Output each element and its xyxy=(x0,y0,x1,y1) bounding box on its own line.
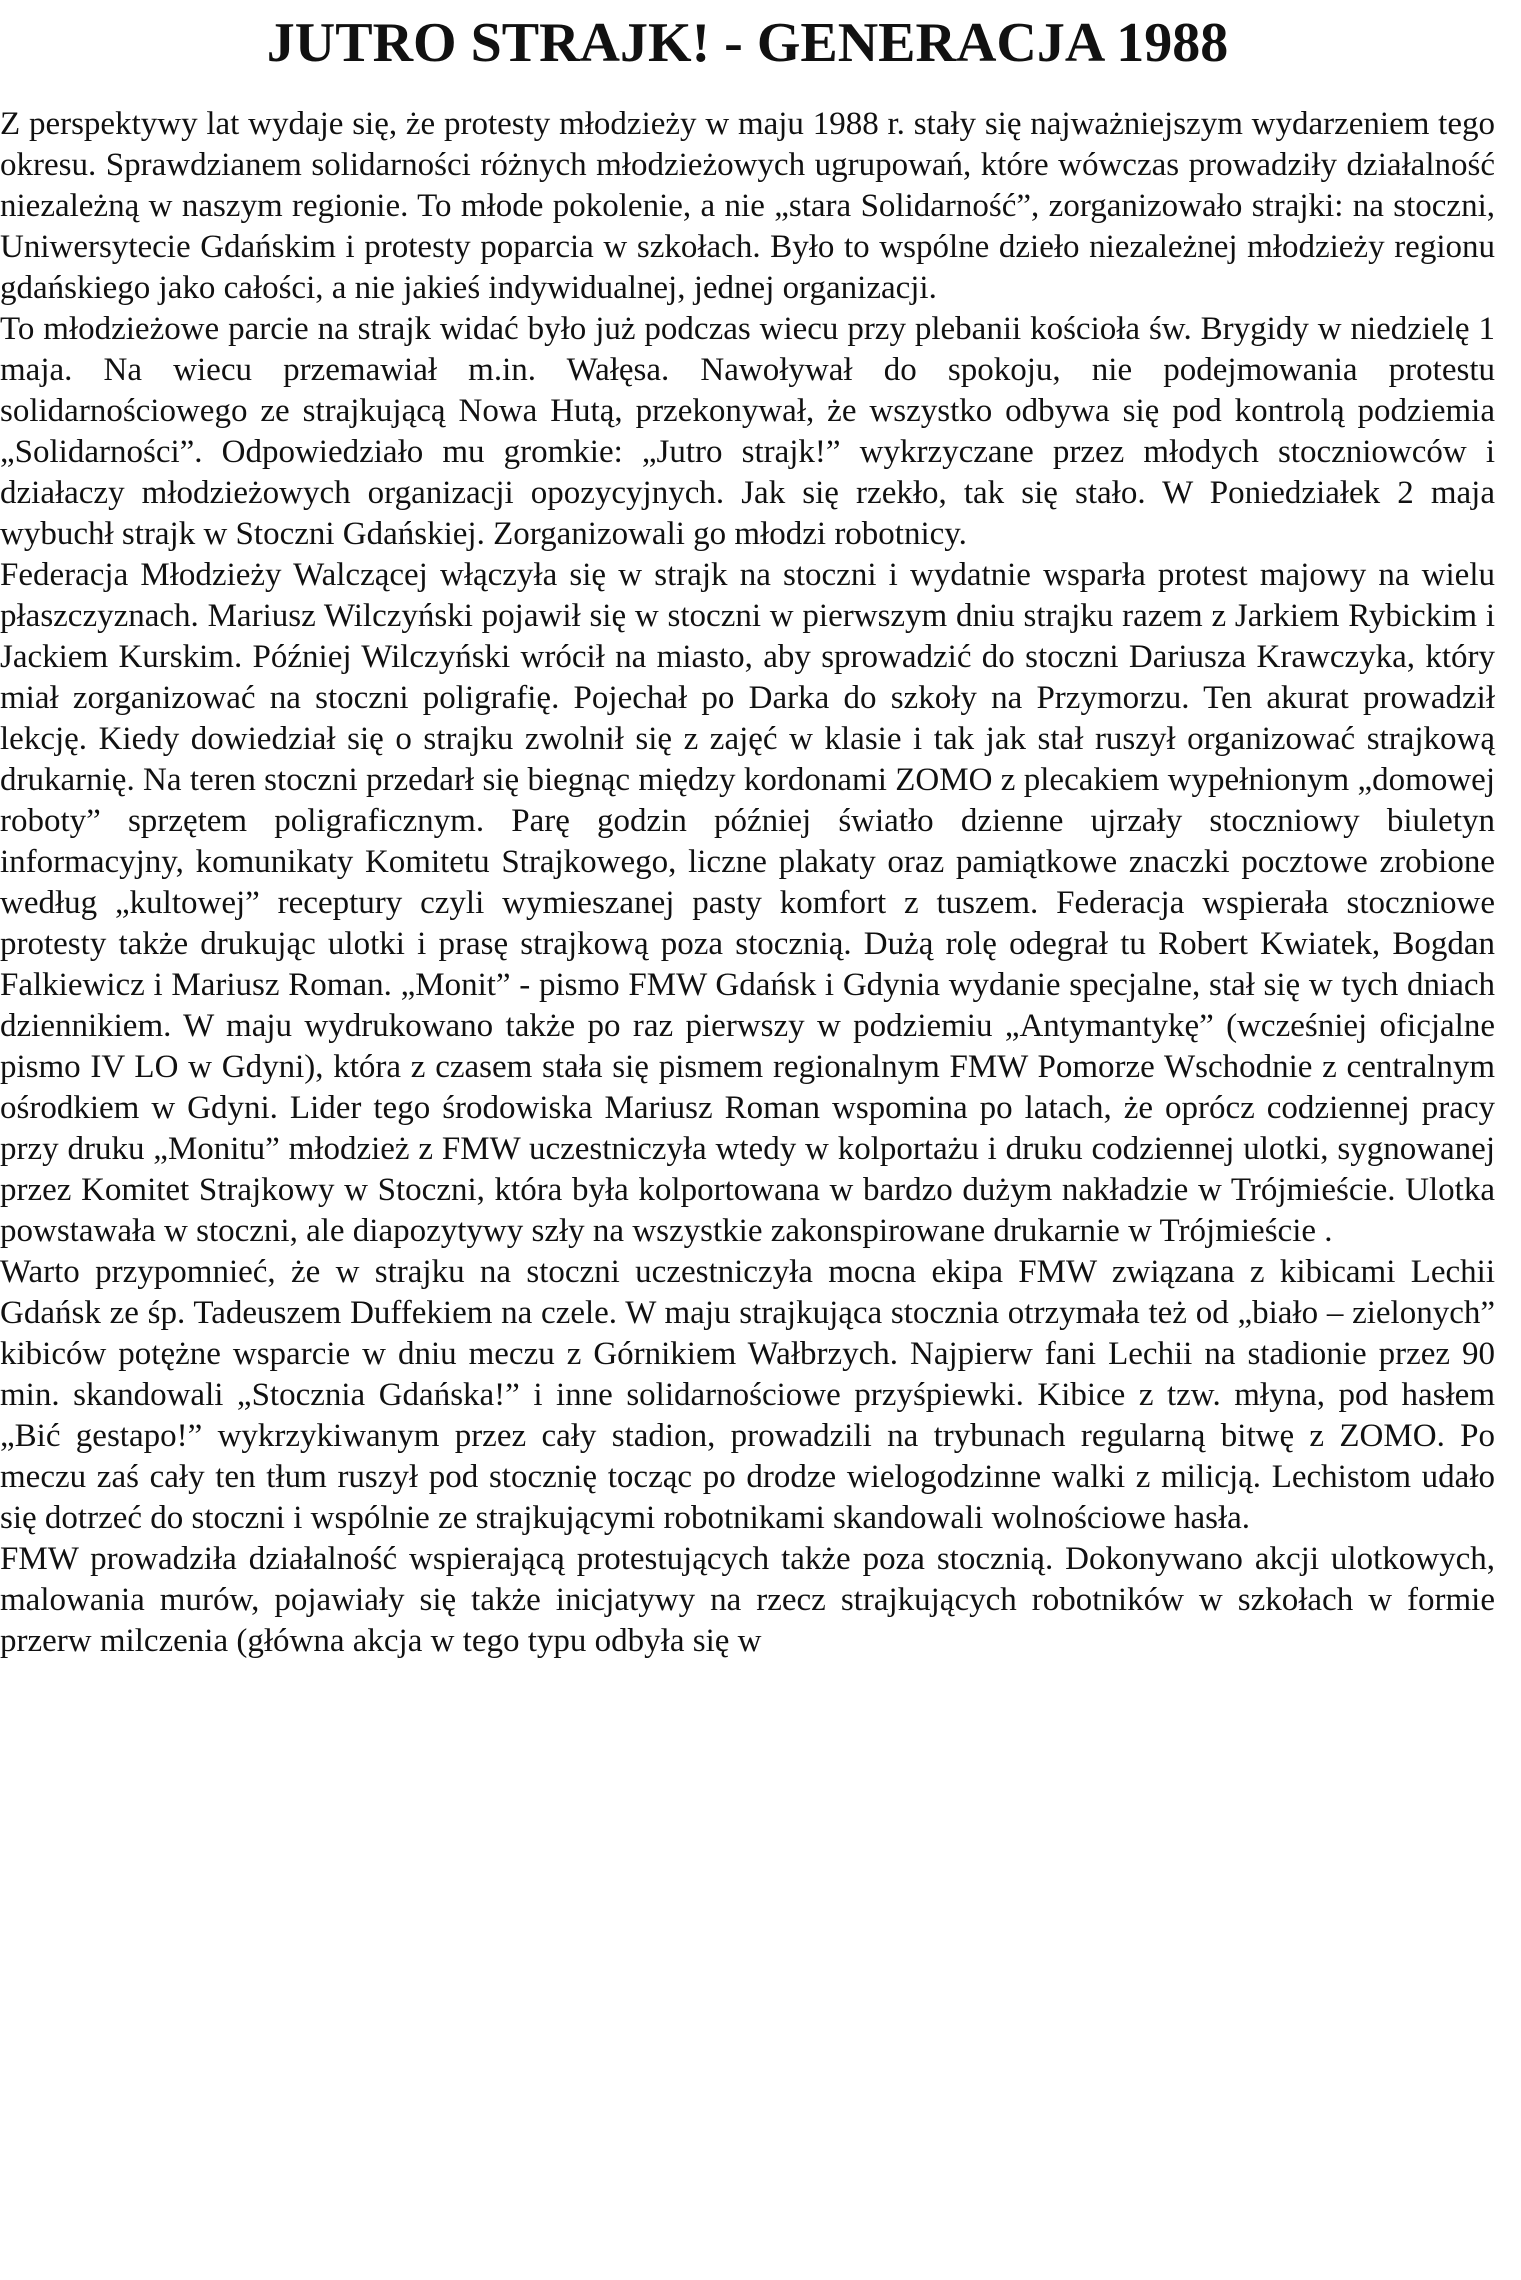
paragraph: Z perspektywy lat wydaje się, że protesty młodzieży w maju 1988 r. stały się najważniejszym wydarzeniem tego okresu. Sprawdzianem solidarności różnych młodzieżowych ugrupowań, które wówczas prowadziły działalność niezależną w naszym regionie. To młode pokolenie, a nie „stara Solidarność”, zorganizowało strajki: na stoczni, Uniwersytecie Gdańskim i protesty poparcia w szkołach. Było to wspólne dzieło niezależnej młodzieży regionu gdańskiego jako całości, a nie jakieś indywidualnej, jednej organizacji. xyxy=(0,106,1495,306)
paragraph: FMW prowadziła działalność wspierającą protestujących także poza stocznią. Dokonywano akcji ulotkowych, malowania murów, pojawiały się także inicjatywy na rzecz strajkujących robotników w szkołach w formie przerw milczenia (główna akcja w tego typu odbyła się w xyxy=(0,1541,1495,1659)
document-title: JUTRO STRAJK! - GENERACJA 1988 xyxy=(266,12,1229,74)
article-body xyxy=(0,104,1495,1662)
paragraph: Federacja Młodzieży Walczącej włączyła się w strajk na stoczni i wydatnie wsparła protest majowy na wielu płaszczyznach. Mariusz Wilczyński pojawił się w stoczni w pierwszym dniu strajku razem z Jarkiem Rybickim i Jackiem Kurskim. Później Wilczyński wrócił na miasto, aby sprowadzić do stoczni Dariusza Krawczyka, który miał zorganizować na stoczni poligrafię. Pojechał po Darka do szkoły na Przymorzu. Ten akurat prowadził lekcję. Kiedy dowiedział się o strajku zwolnił się z zajęć w klasie i tak jak stał ruszył organizować strajkową drukarnię. Na teren stoczni przedarł się biegnąc między kordonami ZOMO z plecakiem wypełnionym „domowej roboty” sprzętem poligraficznym. Parę godzin później światło dzienne ujrzały stoczniowy biuletyn informacyjny, komunikaty Komitetu Strajkowego, liczne plakaty oraz pamiątkowe znaczki pocztowe zrobione według „kultowej” receptury czyli wymieszanej pasty komfort z tuszem. Federacja wspierała stoczniowe protesty także drukując ulotki i prasę strajkową poza stocznią. Dużą rolę odegrał tu Robert Kwiatek, Bogdan Falkiewicz i Mariusz Roman. „Monit” - pismo FMW Gdańsk i Gdynia wydanie specjalne, stał się w tych dniach dziennikiem. W maju wydrukowano także po raz pierwszy w podziemiu „Antymantykę” (wcześniej oficjalne pismo IV LO w Gdyni), która z czasem stała się pismem regionalnym FMW Pomorze Wschodnie z centralnym ośrodkiem w Gdyni. Lider tego środowiska Mariusz Roman wspomina po latach, że oprócz codziennej pracy przy druku „Monitu” młodzież z FMW uczestniczyła wtedy w kolportażu i druku codziennej ulotki, sygnowanej przez Komitet Strajkowy w Stoczni, która była kolportowana w bardzo dużym nakładzie w Trójmieście. Ulotka powstawała w stoczni, ale diapozytywy szły na wszystkie zakonspirowane drukarnie w Trójmieście . xyxy=(0,557,1495,1249)
paragraph: Warto przypomnieć, że w strajku na stoczni uczestniczyła mocna ekipa FMW związana z kibicami Lechii Gdańsk ze śp. Tadeuszem Duffekiem na czele. W maju strajkująca stocznia otrzymała też od „biało – zielonych” kibiców potężne wsparcie w dniu meczu z Górnikiem Wałbrzych. Najpierw fani Lechii na stadionie przez 90 min. skandowali „Stocznia Gdańska!” i inne solidarnościowe przyśpiewki. Kibice z tzw. młyna, pod hasłem „Bić gestapo!” wykrzykiwanym przez cały stadion, prowadzili na trybunach regularną bitwę z ZOMO. Po meczu zaś cały ten tłum ruszył pod stocznię tocząc po drodze wielogodzinne walki z milicją. Lechistom udało się dotrzeć do stoczni i wspólnie ze strajkującymi robotnikami skandowali wolnościowe hasła. xyxy=(0,1254,1495,1536)
paragraph: To młodzieżowe parcie na strajk widać było już podczas wiecu przy plebanii kościoła św. Brygidy w niedzielę 1 maja. Na wiecu przemawiał m.in. Wałęsa. Nawoływał do spokoju, nie podejmowania protestu solidarnościowego ze strajkującą Nowa Hutą, przekonywał, że wszystko odbywa się pod kontrolą podziemia „Solidarności”. Odpowiedziało mu gromkie: „Jutro strajk!” wykrzyczane przez młodych stoczniowców i działaczy młodzieżowych organizacji opozycyjnych. Jak się rzekło, tak się stało. W Poniedziałek 2 maja wybuchł strajk w Stoczni Gdańskiej. Zorganizowali go młodzi robotnicy. xyxy=(0,311,1495,552)
